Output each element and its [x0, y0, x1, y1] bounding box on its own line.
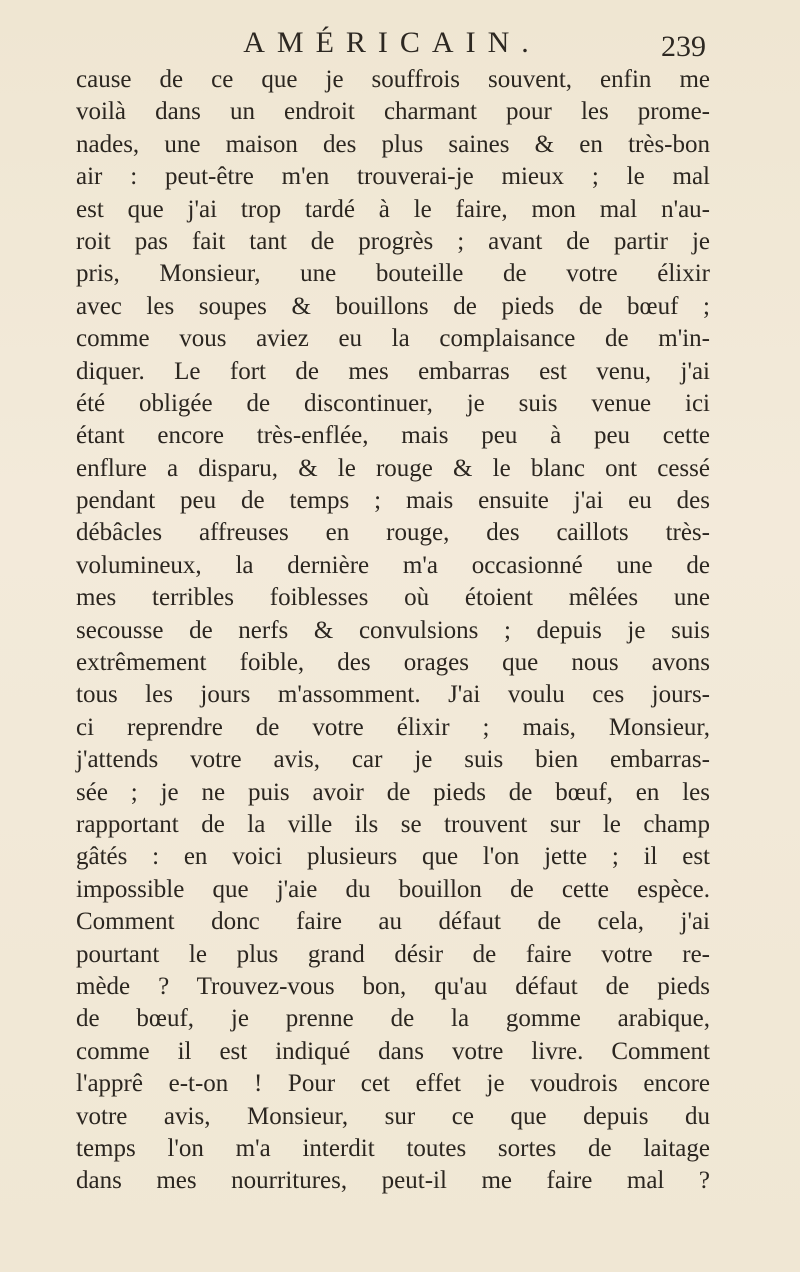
body-text	[76, 64, 710, 1198]
text-line: volumineux, la dernière m'a occasionné une de	[76, 551, 710, 579]
text-line: gâtés : en voici plusieurs que l'on jette ; il est	[76, 843, 710, 871]
text-line: ci reprendre de votre élixir ; mais, Monsieur,	[76, 713, 710, 741]
text-line: diquer. Le fort de mes embarras est venu, j'ai	[76, 357, 710, 385]
text-line: étant encore très-enflée, mais peu à peu cette	[76, 422, 710, 450]
text-line: pendant peu de temps ; mais ensuite j'ai eu des	[76, 487, 710, 515]
text-line: enflure a disparu, & le rouge & le blanc ont cessé	[76, 454, 710, 482]
text-line: dans mes nourritures, peut-il me faire mal ?	[76, 1167, 710, 1195]
text-line: sée ; je ne puis avoir de pieds de bœuf, en les	[76, 778, 710, 806]
text-line: rapportant de la ville ils se trouvent sur le champ	[76, 810, 710, 838]
text-line: voilà dans un endroit charmant pour les prome-	[76, 98, 710, 126]
text-line: comme vous aviez eu la complaisance de m'in-	[76, 325, 710, 353]
text-line: votre avis, Monsieur, sur ce que depuis du	[76, 1102, 710, 1130]
text-line: cause de ce que je souffrois souvent, enfin me	[76, 66, 710, 93]
text-line: pourtant le plus grand désir de faire votre re-	[76, 940, 710, 968]
running-head	[78, 26, 706, 66]
text-line: impossible que j'aie du bouillon de cette espèce.	[76, 875, 710, 903]
text-line: mède ? Trouvez-vous bon, qu'au défaut de pieds	[76, 972, 710, 1000]
text-line: pris, Monsieur, une bouteille de votre élixir	[76, 260, 710, 288]
text-line: Comment donc faire au défaut de cela, j'ai	[76, 908, 710, 936]
text-line: air : peut-être m'en trouverai-je mieux ; le mal	[76, 163, 710, 191]
text-line: été obligée de discontinuer, je suis venue ici	[76, 389, 710, 417]
text-line: l'apprê e-t-on ! Pour cet effet je voudrois encore	[76, 1070, 710, 1098]
running-title: AMÉRICAIN.	[243, 26, 541, 59]
text-line: tous les jours m'assomment. J'ai voulu ces jours-	[76, 681, 710, 709]
text-line: avec les soupes & bouillons de pieds de bœuf ;	[76, 292, 710, 320]
text-line: de bœuf, je prenne de la gomme arabique,	[76, 1005, 710, 1033]
text-line: secousse de nerfs & convulsions ; depuis je suis	[76, 616, 710, 644]
text-line: comme il est indiqué dans votre livre. Comment	[76, 1037, 710, 1065]
text-line: j'attends votre avis, car je suis bien embarras-	[76, 746, 710, 774]
text-line: mes terribles foiblesses où étoient mêlées une	[76, 584, 710, 612]
text-line: débâcles affreuses en rouge, des caillots très-	[76, 519, 710, 547]
text-line: roit pas fait tant de progrès ; avant de partir je	[76, 227, 710, 255]
text-line: nades, une maison des plus saines & en très-bon	[76, 130, 710, 158]
text-line: est que j'ai trop tardé à le faire, mon mal n'au-	[76, 195, 710, 223]
text-line: temps l'on m'a interdit toutes sortes de laitage	[76, 1134, 710, 1162]
text-line: extrêmement foible, des orages que nous avons	[76, 649, 710, 677]
page-number: 239	[661, 30, 706, 63]
